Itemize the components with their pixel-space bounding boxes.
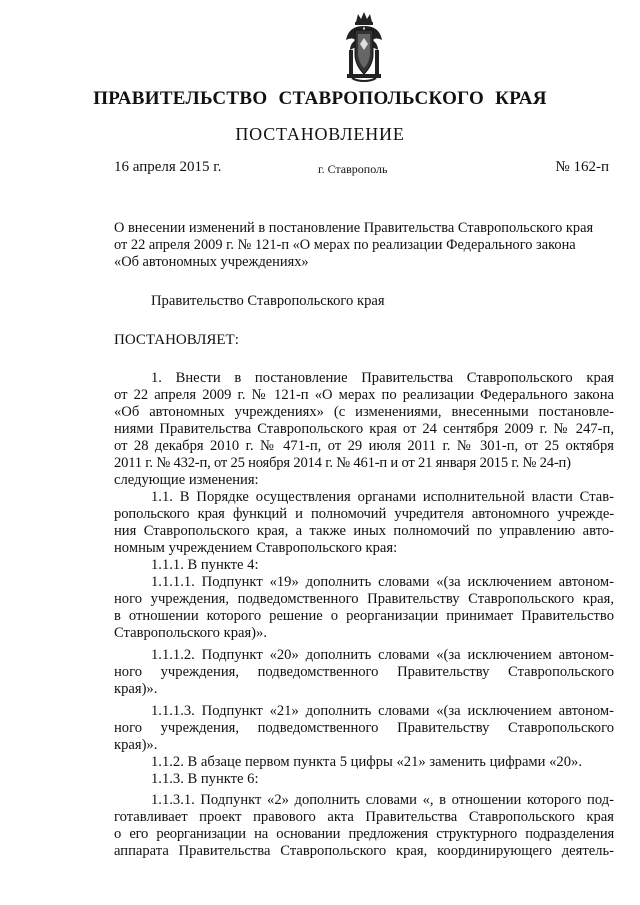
government-title: ПРАВИТЕЛЬСТВО СТАВРОПОЛЬСКОГО КРАЯ [93,88,547,109]
body-line: в отношении которого решение о реорганизации принимает Правительство [114,608,614,624]
subject-line: «Об автономных учреждениях» [114,254,309,270]
document-date: 16 апреля 2015 г. [114,159,222,175]
body-line: 1.1.3. В пункте 6: [151,771,259,787]
body-line: следующие изменения: [114,472,259,488]
body-line: 2011 г. № 432-п, от 25 ноября 2014 г. № 461-п и от 21 января 2015 г. № 24-п) [114,455,571,471]
coat-of-arms-icon [344,10,384,84]
body-line: 1.1.1. В пункте 4: [151,557,259,573]
document-type: ПОСТАНОВЛЕНИЕ [235,124,405,144]
body-line: ропольского края функций и полномочий учредителя автономного учрежде- [114,506,614,522]
body-line: от 28 декабря 2010 г. № 471-п, от 29 июля 2011 г. № 301-п, от 25 октября [114,438,614,454]
body-line: «Об автономных учреждениях» (с изменениями, внесенными постановле- [114,404,614,420]
document-number: № 162-п [555,159,609,175]
body-line: 1. Внести в постановление Правительства Ставропольского края [151,370,614,386]
body-line: края)». [114,681,158,697]
body-line: 1.1.2. В абзаце первом пункта 5 цифры «21» заменить цифрами «20». [151,754,582,770]
body-line: готавливает проект правового акта Правительства Ставропольского края [114,809,614,825]
body-line: аппарата Правительства Ставропольского края, координирующего деятель- [114,843,614,859]
body-line: ного учреждения, подведомственного Правительству Ставропольского края, [114,591,614,607]
body-line: 1.1. В Порядке осуществления органами исполнительной власти Став- [151,489,614,505]
body-line: номным учреждением Ставропольского края: [114,540,398,556]
body-line: 1.1.3.1. Подпункт «2» дополнить словами «, в отношении которого под- [151,792,614,808]
body-line: 1.1.1.1. Подпункт «19» дополнить словами «(за исключением автоном- [151,574,614,590]
body-line: ного учреждения, подведомственного Правительству Ставропольского [114,720,614,736]
preamble: Правительство Ставропольского края [151,293,385,309]
body-line: от 22 апреля 2009 г. № 121-п «О мерах по реализации Федерального закона [114,387,614,403]
resolves-heading: ПОСТАНОВЛЯЕТ: [114,332,239,348]
document-subject [114,220,614,271]
body-line: Ставропольского края)». [114,625,267,641]
document-city: г. Ставрополь [318,162,388,176]
body-line: ния Ставропольского края, а также иных полномочий по управлению авто- [114,523,614,539]
body-line: ного учреждения, подведомственного Правительству Ставропольского [114,664,614,680]
body-line: о его реорганизации на основании предложения структурного подразделения [114,826,614,842]
subject-line: О внесении изменений в постановление Правительства Ставропольского края [114,220,594,236]
body-line: ниями Правительства Ставропольского края от 24 сентября 2009 г. № 247-п, [114,421,614,437]
body-line: края)». [114,737,158,753]
body-line: 1.1.1.2. Подпункт «20» дополнить словами «(за исключением автоном- [151,647,614,663]
body-line: 1.1.1.3. Подпункт «21» дополнить словами «(за исключением автоном- [151,703,614,719]
subject-line: от 22 апреля 2009 г. № 121-п «О мерах по реализации Федерального закона [114,237,576,253]
